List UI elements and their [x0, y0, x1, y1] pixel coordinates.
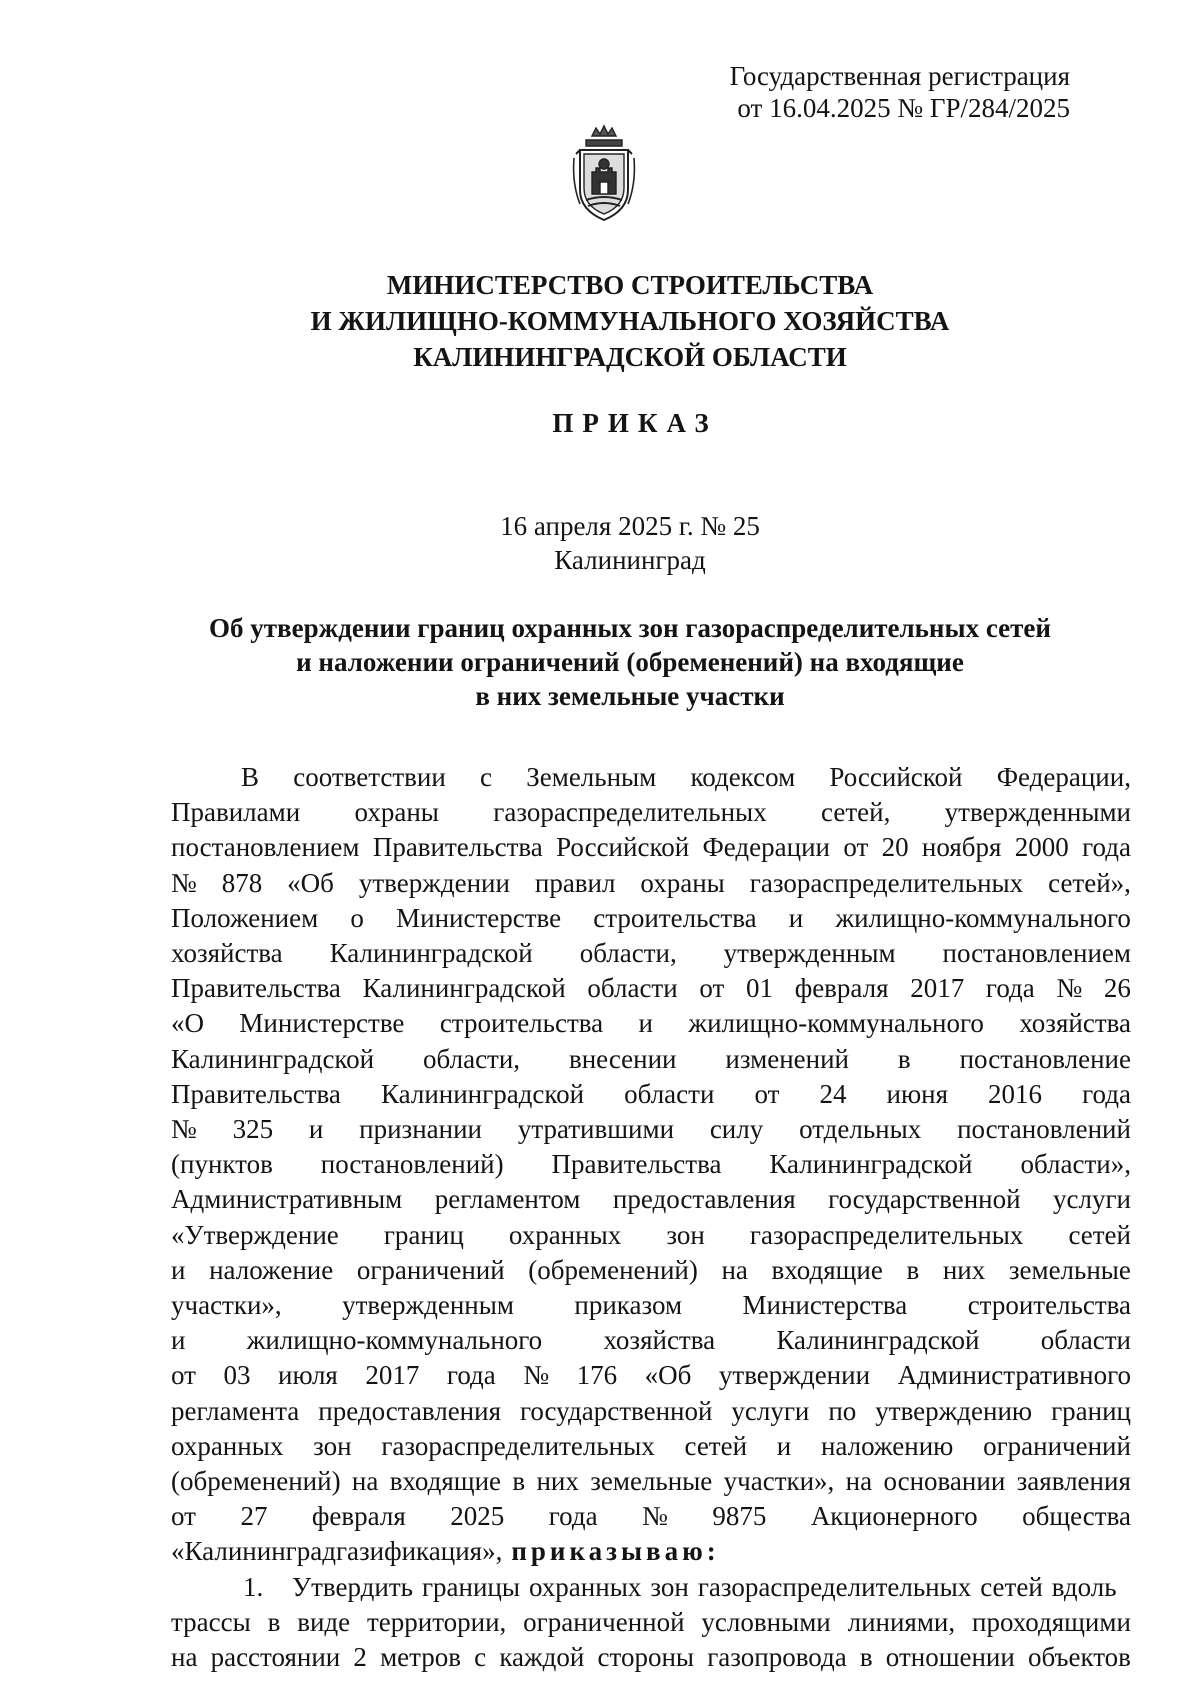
body-word: охраны [640, 867, 725, 898]
body-line [171, 760, 1131, 795]
body-word: услуги [731, 1395, 810, 1426]
body-line [171, 1253, 1131, 1288]
body-word: сетей [980, 1571, 1043, 1602]
body-word: изменений [725, 1043, 849, 1074]
body-word: газораспределительных [381, 1430, 655, 1461]
body-word: 878 [221, 867, 263, 898]
body-word: 325 [232, 1114, 274, 1145]
body-word: Утвердить [292, 1571, 413, 1602]
item-number: 1. [243, 1571, 264, 1602]
body-word: в [859, 1642, 873, 1673]
body-word: Российской [829, 762, 963, 792]
body-word: (обременений) [528, 1254, 698, 1285]
body-word: года [1082, 1078, 1131, 1109]
body-word: (пунктов [171, 1149, 273, 1180]
body-word: «Об [287, 867, 334, 898]
body-word: 27 [240, 1501, 268, 1532]
body-word: постановлений) [320, 1149, 504, 1180]
body-word: них [942, 1254, 986, 1285]
body-word: области, [423, 1043, 521, 1074]
body-word: постановлением [171, 832, 360, 863]
body-word: метров [380, 1642, 462, 1673]
body-word: утвержденными [944, 797, 1131, 828]
registration-stamp [590, 60, 1070, 124]
body-word: № [171, 1114, 197, 1145]
body-word: Министерстве [396, 902, 562, 933]
body-word: о [350, 902, 364, 933]
body-word: основании [883, 1466, 1006, 1497]
body-word: в [897, 1043, 911, 1074]
body-word: ограниченной [523, 1606, 685, 1637]
body-line [171, 1042, 1131, 1077]
body-word: трассы [171, 1606, 251, 1637]
body-word: кодексом [690, 762, 796, 792]
body-line [171, 830, 1131, 865]
body-word: участки», [171, 1290, 282, 1321]
body-word: с [474, 1642, 487, 1673]
body-word: на [845, 1466, 873, 1497]
registration-number: от 16.04.2025 № ГР/284/2025 [737, 93, 1070, 123]
body-word: № [1056, 973, 1083, 1004]
body-word: регламентом [434, 1184, 581, 1215]
body-word: области, [579, 938, 677, 969]
body-word: области [1040, 1325, 1131, 1356]
body-word: внесении [568, 1043, 677, 1074]
body-word: них [536, 1466, 579, 1497]
body-word: газораспределительных [749, 1219, 1024, 1250]
body-word: входящие [771, 1254, 883, 1285]
body-word: Положением [171, 902, 319, 933]
body-word: сетей [1068, 1219, 1131, 1250]
body-word: июля [278, 1360, 338, 1391]
body-word: зон [313, 1430, 352, 1461]
body-word: от [754, 1078, 780, 1109]
body-word: и [788, 902, 804, 933]
body-word: Административным [171, 1184, 403, 1215]
body-word: от [171, 1501, 196, 1532]
body-word: соответствии [293, 762, 446, 792]
body-word: Правительства [171, 973, 341, 1004]
body-word: общества [1022, 1501, 1131, 1532]
body-last-line-prefix: «Калининградгазификация», [171, 1536, 503, 1567]
body-word: от [699, 973, 725, 1004]
body-word: от [171, 1360, 196, 1391]
body-word: земельные [1008, 1254, 1131, 1285]
order-body [171, 760, 1131, 1675]
item-1-line [171, 1605, 1131, 1640]
body-word: правил [534, 867, 616, 898]
body-word: области», [1020, 1149, 1131, 1180]
body-word: Калининградской [769, 1149, 973, 1180]
body-word: наложение [209, 1254, 334, 1285]
body-word: каждой [499, 1642, 585, 1673]
body-word: хозяйства [1019, 1008, 1131, 1039]
document-type-title: ПРИКАЗ [552, 408, 718, 438]
body-word: года [1082, 832, 1131, 863]
body-word: 2017 [365, 1360, 420, 1391]
body-word: утверждении [358, 867, 510, 898]
body-word: 2000 [1014, 832, 1069, 863]
body-word: государственной [828, 1184, 1021, 1215]
body-word: газораспределительных [697, 1571, 972, 1602]
body-word: охранных [171, 1430, 284, 1461]
body-word: области [624, 1078, 715, 1109]
body-line [171, 1077, 1131, 1112]
body-line [171, 1147, 1131, 1182]
body-line [171, 1464, 1131, 1499]
body-word: № [171, 867, 197, 898]
body-word: Федерации [702, 832, 830, 863]
body-word: 20 [881, 832, 909, 863]
ministry-line-3: КАЛИНИНГРАДСКОЙ ОБЛАСТИ [413, 342, 847, 372]
body-word: Калининградской [380, 1078, 585, 1109]
order-subject [0, 611, 1200, 713]
body-word: Министерства [742, 1290, 908, 1321]
body-line [171, 1429, 1131, 1464]
body-line [171, 936, 1131, 971]
body-word: утверждении [718, 1360, 871, 1391]
body-word: проходящими [972, 1606, 1131, 1637]
body-word: в [512, 1466, 526, 1497]
body-word: «Утверждение [171, 1219, 339, 1250]
body-word: ограничений [983, 1430, 1131, 1461]
body-word: Калининградской [776, 1325, 980, 1356]
body-line [171, 1182, 1131, 1217]
body-word: объектов [1027, 1642, 1131, 1673]
body-word: постановлением [942, 938, 1131, 969]
body-word: и [171, 1254, 186, 1285]
body-word: № [523, 1360, 550, 1391]
body-line [171, 901, 1131, 936]
body-word: жилищно-коммунального [246, 1325, 543, 1356]
body-word: сетей», [1048, 867, 1131, 898]
body-word: строительства [967, 1290, 1131, 1321]
body-word: хозяйства [603, 1325, 716, 1356]
body-word: на [351, 1466, 379, 1497]
body-line [171, 1006, 1131, 1041]
body-word: территории, [366, 1606, 507, 1637]
body-word: границ [1051, 1395, 1131, 1426]
body-word: государственной [519, 1395, 713, 1426]
body-word: ноября [921, 832, 1002, 863]
body-word: строительства [593, 902, 757, 933]
body-line [171, 1358, 1131, 1393]
body-word: утратившими [517, 1114, 675, 1145]
order-command: приказываю: [511, 1536, 720, 1567]
body-word: признании [359, 1114, 483, 1145]
body-word: февраля [311, 1501, 406, 1532]
body-word: линиями, [847, 1606, 956, 1637]
body-word: Правилами [171, 797, 301, 828]
body-word: Федерации, [996, 762, 1131, 792]
subject-line-2: и наложении ограничений (обременений) на входящие [296, 647, 964, 677]
body-word: отдельных [799, 1114, 922, 1145]
subject-line-3: в них земельные участки [475, 681, 785, 711]
body-word: ограничений [356, 1254, 505, 1285]
body-word: Административного [897, 1360, 1131, 1391]
body-word: «О [171, 1008, 204, 1039]
body-line [171, 1112, 1131, 1147]
body-word: предоставления [318, 1395, 502, 1426]
body-word: 2017 [910, 973, 965, 1004]
body-word: № [642, 1501, 668, 1532]
body-word: границ [383, 1219, 464, 1250]
body-word: виде [297, 1606, 351, 1637]
body-word: 01 [746, 973, 774, 1004]
ministry-line-2: И ЖИЛИЩНО-КОММУНАЛЬНОГО ХОЗЯЙСТВА [310, 306, 950, 336]
body-word: отношении [885, 1642, 1015, 1673]
body-line [171, 866, 1131, 901]
body-word: силу [709, 1114, 764, 1145]
body-word: и [308, 1114, 324, 1145]
body-word: постановлений [957, 1114, 1131, 1145]
order-date-block [0, 509, 1200, 577]
body-word: жилищно-коммунального [835, 902, 1131, 933]
subject-line-1: Об утверждении границ охранных зон газораспределительных сетей [209, 613, 1051, 643]
body-word: регламента [171, 1395, 300, 1426]
body-word: условными [701, 1606, 831, 1637]
order-date: 16 апреля 2025 г. № 25 [500, 511, 760, 541]
body-word: года [446, 1360, 496, 1391]
body-word: Российской [556, 832, 690, 863]
body-word: 2025 [450, 1501, 505, 1532]
body-word: зон [666, 1219, 705, 1250]
body-word: 2016 [988, 1078, 1043, 1109]
order-city: Калининград [554, 545, 706, 575]
registration-title: Государственная регистрация [729, 61, 1070, 91]
body-word: Калининградской [171, 1043, 375, 1074]
body-word: газопровода [707, 1642, 847, 1673]
body-line [171, 1218, 1131, 1253]
body-word: 03 [223, 1360, 251, 1391]
body-word: охранных [528, 1571, 642, 1602]
body-word: и [638, 1008, 653, 1039]
body-word: расстоянии [210, 1642, 341, 1673]
body-word: Калининградской [362, 973, 566, 1004]
body-word: строительства [439, 1008, 604, 1039]
item-1-line [171, 1570, 1131, 1605]
body-word: на [171, 1642, 198, 1673]
body-word: июня [886, 1078, 948, 1109]
body-word: (обременений) [171, 1466, 341, 1497]
body-word: 26 [1103, 973, 1131, 1004]
body-word: Министерстве [239, 1008, 405, 1039]
ministry-name [0, 267, 1200, 375]
body-word: границы [421, 1571, 520, 1602]
body-word: Правительства [171, 1078, 341, 1109]
body-word: газораспределительных [493, 797, 767, 828]
body-word: 24 [819, 1078, 847, 1109]
body-word: сетей [684, 1430, 748, 1461]
body-word: года [985, 973, 1035, 1004]
body-word: области [587, 973, 678, 1004]
body-last-line [171, 1534, 1131, 1569]
coat-of-arms-icon [570, 124, 638, 228]
body-word: Правительства [372, 832, 543, 863]
body-word: февраля [794, 973, 889, 1004]
body-word: 2 [353, 1642, 367, 1673]
body-word: с [480, 762, 492, 792]
body-word: и [776, 1430, 792, 1461]
item-1-line [171, 1640, 1131, 1675]
body-word: охранных [508, 1219, 622, 1250]
body-word: «Об [644, 1360, 692, 1391]
body-word: хозяйства [171, 938, 283, 969]
body-word: и [171, 1325, 186, 1356]
body-word: охраны [354, 797, 439, 828]
body-word: жилищно-коммунального [688, 1008, 984, 1039]
body-word: В [241, 762, 260, 792]
body-word: года [548, 1501, 598, 1532]
body-word: вдоль [1051, 1571, 1117, 1602]
body-word: зон [650, 1571, 689, 1602]
body-word: услуги [1053, 1184, 1131, 1215]
body-word: заявления [1016, 1466, 1131, 1497]
body-line [171, 1394, 1131, 1429]
body-word: утвержденным [342, 1290, 514, 1321]
body-word: Правительства [551, 1149, 722, 1180]
body-word: Калининградской [329, 938, 533, 969]
body-word: на [721, 1254, 748, 1285]
body-word: входящие [389, 1466, 502, 1497]
body-word: сетей, [821, 797, 891, 828]
body-word: в [906, 1254, 920, 1285]
body-word: 9875 [712, 1501, 767, 1532]
ministry-line-1: МИНИСТЕРСТВО СТРОИТЕЛЬСТВА [386, 270, 874, 300]
body-line [171, 1323, 1131, 1358]
body-word: стороны [597, 1642, 695, 1673]
body-word: утвержденным [723, 938, 896, 969]
body-word: участки», [723, 1466, 835, 1497]
body-word: наложению [820, 1430, 954, 1461]
body-line [171, 1499, 1131, 1534]
body-line [171, 1288, 1131, 1323]
body-word: газораспределительных [749, 867, 1024, 898]
body-word: от [843, 832, 869, 863]
body-word: по [828, 1395, 857, 1426]
body-word: в [267, 1606, 281, 1637]
body-word: приказом [574, 1290, 683, 1321]
body-line [171, 971, 1131, 1006]
body-word: Акционерного [810, 1501, 978, 1532]
body-word: земельные [590, 1466, 713, 1497]
body-line [171, 795, 1131, 830]
body-word: Земельным [526, 762, 657, 792]
body-word: предоставления [612, 1184, 796, 1215]
body-word: утверждению [875, 1395, 1033, 1426]
body-word: 176 [576, 1360, 618, 1391]
body-word: постановление [959, 1043, 1131, 1074]
